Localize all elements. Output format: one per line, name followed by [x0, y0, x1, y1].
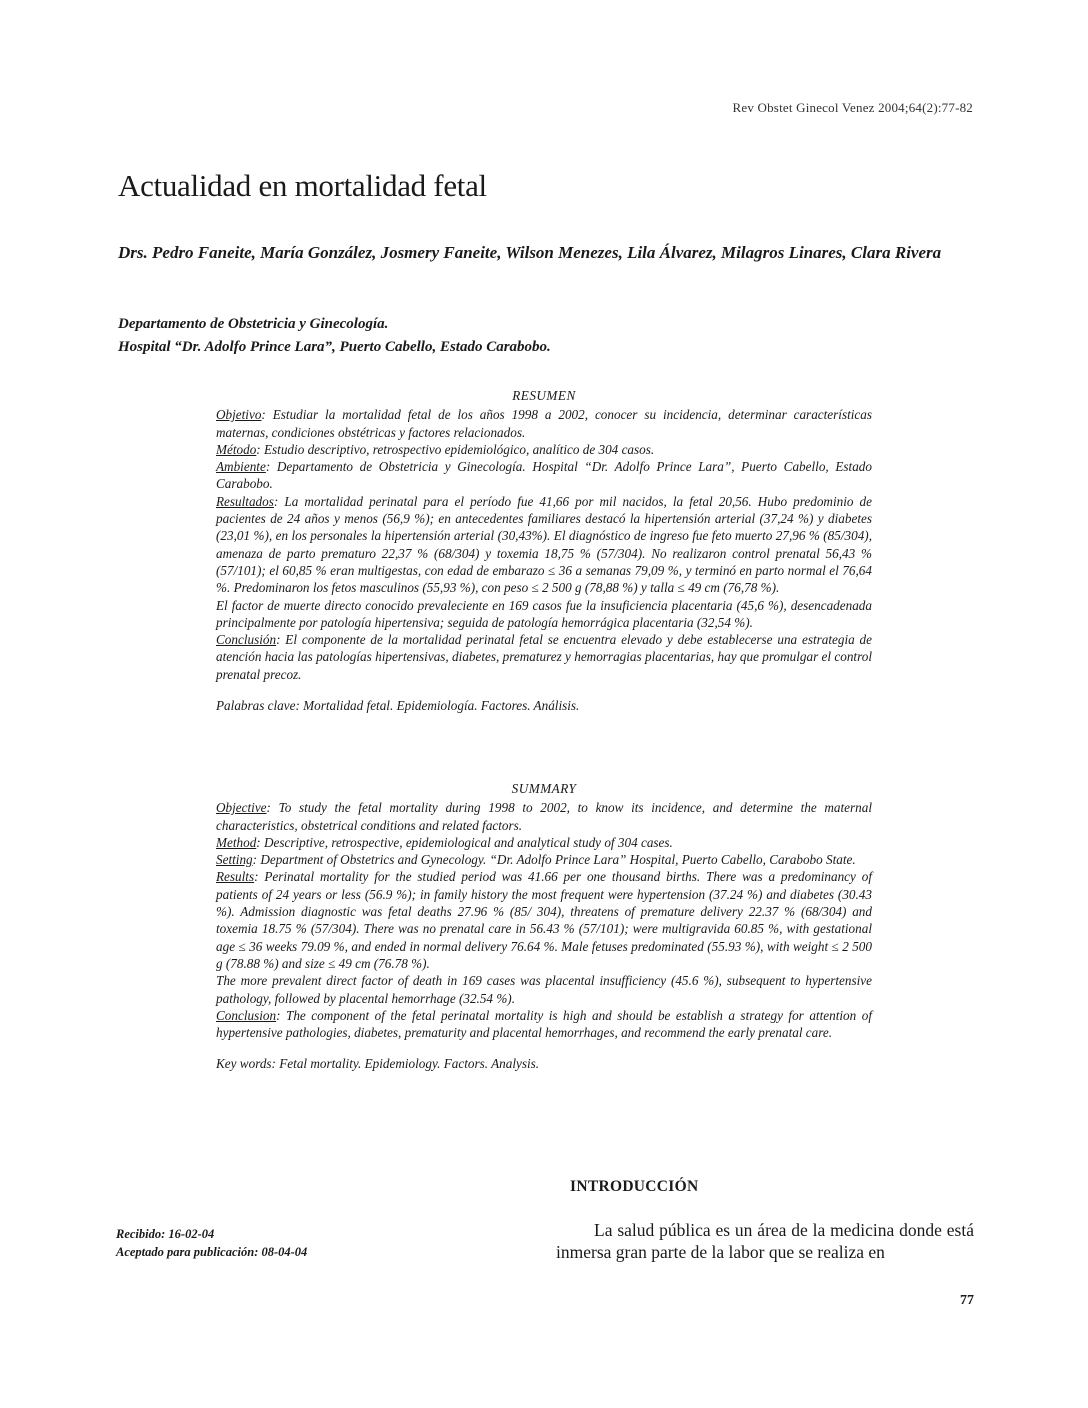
- summary-conclusion: [216, 1007, 872, 1042]
- results-label: Results: [216, 869, 255, 885]
- conclusion-text-en: : The component of the fetal perinatal mortality is high and should be establish a strategy for attention of hypertensive pathologies, diabetes, prematurity and placental hemorrhages, and recommend the early prenatal care.: [216, 1007, 872, 1041]
- objective-text: : To study the fetal mortality during 1998 to 2002, to know its incidence, and determine the maternal characteristics, obstetrical conditions and related factors.: [216, 800, 872, 833]
- resumen-heading: RESUMEN: [512, 388, 576, 403]
- summary-results: [216, 868, 872, 972]
- setting-text: : Department of Obstetrics and Gynecology. “Dr. Adolfo Prince Lara” Hospital, Puerto Cabello, Carabobo State.: [252, 852, 856, 868]
- key-words: Key words: Fetal mortality. Epidemiology. Factors. Analysis.: [216, 1056, 540, 1072]
- palabras-clave: Palabras clave: Mortalidad fetal. Epidemiología. Factores. Análisis.: [216, 698, 580, 714]
- received-date: Recibido: 16-02-04: [116, 1227, 215, 1241]
- resumen-metodo: [216, 441, 872, 458]
- page-number: 77: [960, 1293, 974, 1308]
- conclusion-text: : El componente de la mortalidad perinatal fetal se encuentra elevado y debe establecerse una estrategia de atención hacia las patologías hipertensivas, diabetes, prematurez y hemorragias placentarias, hay que promulgar el control prenatal precoz.: [216, 632, 872, 682]
- affiliation-department: Departamento de Obstetricia y Ginecología.: [118, 316, 389, 332]
- introduction-paragraph: La salud pública es un área de la medicina donde está inmersa gran parte de la labor que se realiza en: [556, 1220, 974, 1262]
- accepted-date: Aceptado para publicación: 08-04-04: [116, 1245, 308, 1259]
- resultados-label: Resultados: [216, 493, 274, 509]
- affiliation: [118, 313, 551, 359]
- summary-section: [216, 780, 872, 1073]
- metodo-label: Método: [216, 441, 257, 457]
- journal-citation: Rev Obstet Ginecol Venez 2004;64(2):77-82: [732, 100, 973, 115]
- resumen-ambiente: [216, 458, 872, 493]
- method-label: Method: [216, 834, 257, 850]
- resumen-factor: El factor de muerte directo conocido prevaleciente en 169 casos fue la insuficiencia placentaria (45,6 %), desencadenada principalmente por patología hipertensiva; seguida de patología hemorrágica placentaria (32,54 %).: [216, 597, 872, 630]
- setting-label: Setting: [216, 852, 253, 868]
- results-text: : Perinatal mortality for the studied period was 41.66 per one thousand births. There was a predominancy of patients of 24 years or less (56.9 %); in family history the most frequent were hypertension (37.24 %) and diabetes (30.43 %). Admission diagnostic was fetal deaths 27.96 % (85/ 304), threatens of premature delivery 22.37 % (68/304) and toxemia 18.75 % (57/304). There was no prenatal care in 56.43 % (57/101); were multigravida 60.85 %, with gestational age ≤ 36 weeks 79.09 %, and ended in normal delivery 76.64 %. Male fetuses predominated (55.93 %), with weight ≤ 2 500 g (78.88 %) and size ≤ 49 cm (76.78 %).: [216, 869, 872, 971]
- conclusion-label-en: Conclusion: [216, 1007, 277, 1023]
- objetivo-text: : Estudiar la mortalidad fetal de los años 1998 a 2002, conocer su incidencia, determinar características maternas, condiciones obstétricas y factores relacionados.: [216, 407, 872, 440]
- summary-method: [216, 834, 872, 851]
- article-title: Actualidad en mortalidad fetal: [118, 168, 487, 203]
- submission-dates: [116, 1225, 307, 1261]
- method-text: : Descriptive, retrospective, epidemiological and analytical study of 304 cases.: [256, 834, 673, 850]
- resumen-section: [216, 387, 872, 714]
- resumen-conclusion: [216, 631, 872, 683]
- resumen-resultados: [216, 493, 872, 597]
- metodo-text: : Estudio descriptivo, retrospectivo epidemiológico, analítico de 304 casos.: [256, 441, 655, 457]
- affiliation-hospital: Hospital “Dr. Adolfo Prince Lara”, Puerto Cabello, Estado Carabobo.: [118, 339, 551, 355]
- introduction-body: [556, 1219, 974, 1263]
- conclusion-label: Conclusión: [216, 632, 277, 648]
- summary-factor: The more prevalent direct factor of death in 169 cases was placental insufficiency (45.6 %), subsequent to hypertensive pathology, followed by placental hemorrhage (32.54 %).: [216, 973, 872, 1006]
- resumen-objetivo: [216, 406, 872, 441]
- author-list: Drs. Pedro Faneite, María González, Josmery Faneite, Wilson Menezes, Lila Álvarez, Milagros Linares, Clara Rivera: [118, 243, 942, 262]
- summary-heading: SUMMARY: [511, 781, 577, 796]
- objetivo-label: Objetivo: [216, 407, 262, 423]
- summary-setting: [216, 851, 872, 868]
- summary-objective: [216, 799, 872, 834]
- introduction-heading: INTRODUCCIÓN: [570, 1178, 699, 1195]
- resultados-text: : La mortalidad perinatal para el período fue 41,66 por mil nacidos, la fetal 20,56. Hubo predominio de pacientes de 24 años y menos (56,9 %); en antecedentes familiares destacó la hipertensión arterial (37,24 %) y diabetes (23,01 %), en los personales la hipertensión arterial (30,43%). El diagnóstico de ingreso fue feto muerto 27,96 % (85/304), amenaza de parto prematuro 22,37 % (68/304) y toxemia 18,75 % (57/304). No realizaron control prenatal 56,43 % (57/101); el 60,85 % eran multigestas, con edad de embarazo ≤ 36 a semanas 79,09 %, y terminó en parto normal el 76,64 %. Predominaron los fetos masculinos (55,93 %), con peso ≤ 2 500 g (78,88 %) y talla ≤ 49 cm (76,78 %).: [216, 493, 872, 596]
- objective-label: Objective: [216, 800, 267, 816]
- ambiente-text: : Departamento de Obstetricia y Ginecología. Hospital “Dr. Adolfo Prince Lara”, Puerto Cabello, Estado Carabobo.: [216, 459, 872, 492]
- ambiente-label: Ambiente: [216, 459, 266, 475]
